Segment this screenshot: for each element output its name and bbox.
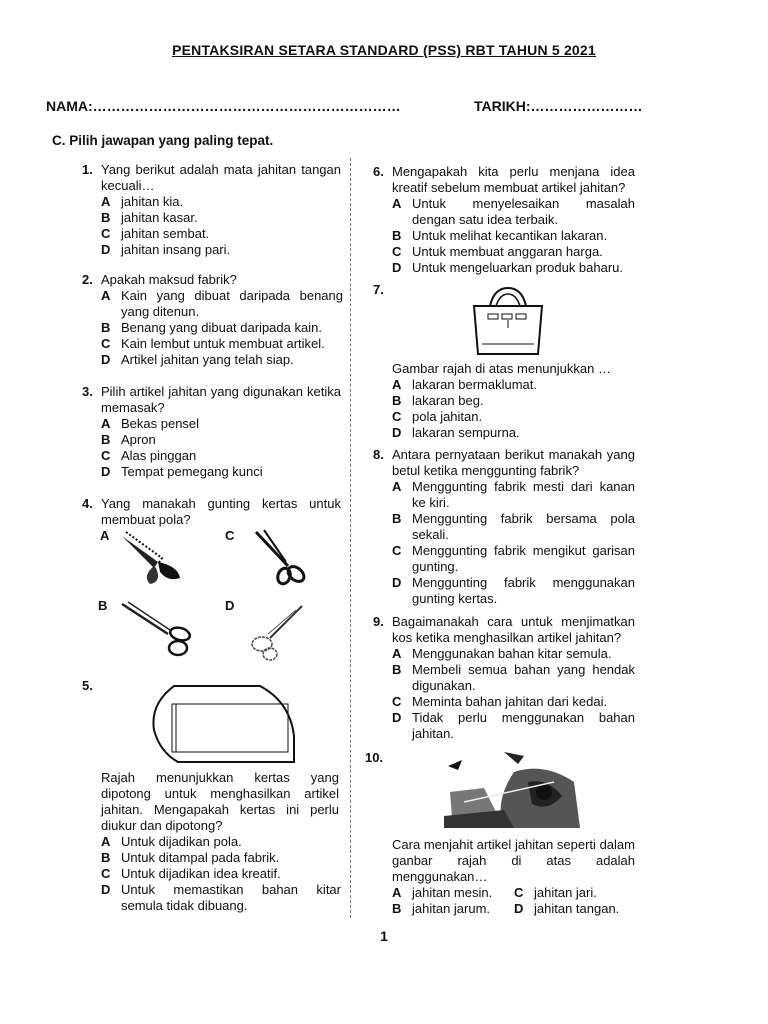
question-stem: Apakah maksud fabrik? <box>101 272 237 287</box>
question-stem: Mengapakah kita perlu menjana idea kreatif sebelum membuat artikel jahitan? <box>392 164 635 195</box>
question-number: 8. <box>373 447 384 462</box>
option-a-label[interactable]: A <box>100 528 110 543</box>
question-number: 7. <box>373 282 384 297</box>
paper-pattern-diagram <box>140 682 300 764</box>
page-title: PENTAKSIRAN SETARA STANDARD (PSS) RBT TAHUN 5 2021 <box>172 42 596 58</box>
page-number: 1 <box>380 928 388 944</box>
question-stem: Yang manakah gunting kertas untuk membuat pola? <box>101 496 341 527</box>
sewing-photo <box>444 752 580 828</box>
question-number: 10. <box>365 750 384 765</box>
question-stem: Antara pernyataan berikut manakah yang betul ketika menggunting fabrik? <box>392 447 635 478</box>
name-field: NAMA:………………………………………………………… <box>46 98 401 114</box>
bag-sketch-icon <box>468 284 548 358</box>
scissors-b-icon <box>118 600 198 660</box>
question-stem: Cara menjahit artikel jahitan seperti dalam ganbar rajah di atas adalah menggunakan… <box>392 837 635 884</box>
question-number: 6. <box>373 164 384 179</box>
question-number: 2. <box>82 272 93 287</box>
column-divider <box>350 158 351 918</box>
option-d-label[interactable]: D <box>225 598 235 613</box>
scissors-c-icon <box>248 528 318 588</box>
section-instruction: C. Pilih jawapan yang paling tepat. <box>52 133 274 148</box>
date-field: TARIKH:…………………… <box>474 98 643 114</box>
question-stem: Pilih artikel jahitan yang digunakan ketika memasak? <box>101 384 341 415</box>
option-b-label[interactable]: B <box>98 598 108 613</box>
question-number: 1. <box>82 162 93 177</box>
question-number: 5. <box>82 678 93 693</box>
question-number: 9. <box>373 614 384 629</box>
pinking-shears-icon <box>118 530 188 585</box>
question-stem: Rajah menunjukkan kertas yang dipotong untuk menghasilkan artikel jahitan. Mengapakah kertas ini perlu diukur dan dipotong? <box>101 770 339 833</box>
scissors-d-icon <box>246 604 306 664</box>
question-stem: Yang berikut adalah mata jahitan tangan kecuali… <box>101 162 341 193</box>
question-number: 3. <box>82 384 93 399</box>
question-stem: Gambar rajah di atas menunjukkan … <box>392 361 611 376</box>
option-c-label[interactable]: C <box>225 528 235 543</box>
question-number: 4. <box>82 496 93 511</box>
question-stem: Bagaimanakah cara untuk menjimatkan kos ketika menghasilkan artikel jahitan? <box>392 614 635 645</box>
